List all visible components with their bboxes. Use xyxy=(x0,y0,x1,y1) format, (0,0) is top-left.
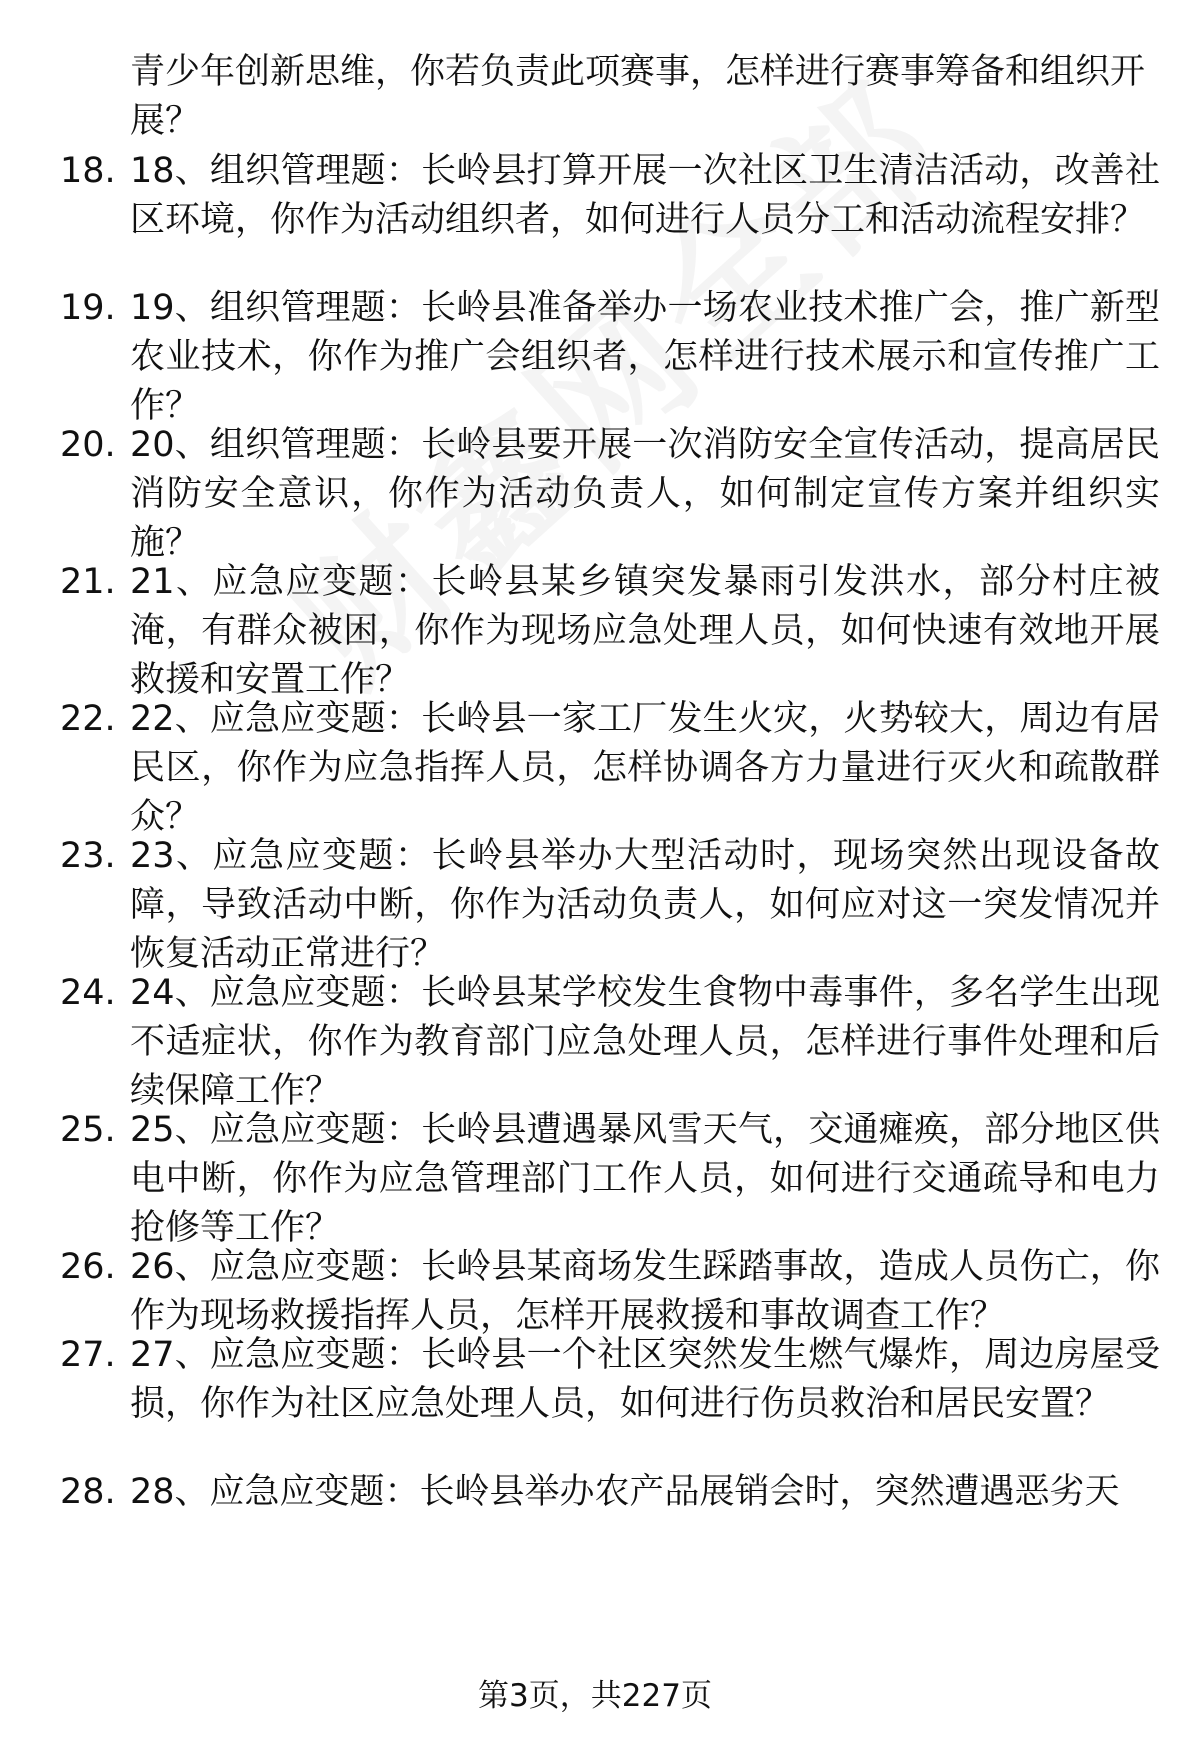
list-item-number: 26. xyxy=(60,1247,116,1287)
list-item-number: 23. xyxy=(60,836,116,876)
list-item-text: 28、应急应变题：长岭县举办农产品展销会时，突然遭遇恶劣天 xyxy=(130,1472,1120,1512)
page-footer: 第3页，共227页 xyxy=(478,1678,712,1714)
list-item-text: 18、组织管理题：长岭县打算开展一次社区卫生清洁活动，改善社区环境，你作为活动组织者，如何进行人员分工和活动流程安排？ xyxy=(130,151,1160,240)
list-item-text: 22、应急应变题：长岭县一家工厂发生火灾，火势较大，周边有居民区，你作为应急指挥人员，怎样协调各方力量进行灭火和疏散群众？ xyxy=(130,699,1160,837)
list-item-text: 20、组织管理题：长岭县要开展一次消防安全宣传活动，提高居民消防安全意识，你作为活动负责人，如何制定宣传方案并组织实施？ xyxy=(130,425,1160,563)
list-item-number: 28. xyxy=(60,1472,116,1512)
list-item-number: 19. xyxy=(60,288,116,328)
list-item-text: 21、应急应变题：长岭县某乡镇突发暴雨引发洪水，部分村庄被淹，有群众被困，你作为现场应急处理人员，如何快速有效地开展救援和安置工作？ xyxy=(130,562,1160,700)
list-item-number: 18. xyxy=(60,151,116,191)
list-item-text: 25、应急应变题：长岭县遭遇暴风雪天气，交通瘫痪，部分地区供电中断，你作为应急管理部门工作人员，如何进行交通疏导和电力抢修等工作？ xyxy=(130,1110,1160,1248)
list-item-number: 20. xyxy=(60,425,116,465)
list-item-number: 21. xyxy=(60,562,116,602)
list-item-text: 19、组织管理题：长岭县准备举办一场农业技术推广会，推广新型农业技术，你作为推广会组织者，怎样进行技术展示和宣传推广工作？ xyxy=(130,288,1160,426)
list-item-number: 27. xyxy=(60,1335,116,1375)
list-item-text: 24、应急应变题：长岭县某学校发生食物中毒事件，多名学生出现不适症状，你作为教育部门应急处理人员，怎样进行事件处理和后续保障工作？ xyxy=(130,973,1160,1111)
list-item-number: 25. xyxy=(60,1110,116,1150)
list-item-text: 23、应急应变题：长岭县举办大型活动时，现场突然出现设备故障，导致活动中断，你作为活动负责人，如何应对这一突发情况并恢复活动正常进行？ xyxy=(130,836,1160,974)
list-item-text: 26、应急应变题：长岭县某商场发生踩踏事故，造成人员伤亡，你作为现场救援指挥人员，怎样开展救援和事故调查工作？ xyxy=(130,1247,1160,1336)
list-item-number: 22. xyxy=(60,699,116,739)
list-item-number: 24. xyxy=(60,973,116,1013)
continued-paragraph: 青少年创新思维，你若负责此项赛事，怎样进行赛事筹备和组织开展？ xyxy=(130,52,1146,141)
list-item-text: 27、应急应变题：长岭县一个社区突然发生燃气爆炸，周边房屋受损，你作为社区应急处理人员，如何进行伤员救治和居民安置？ xyxy=(130,1335,1160,1424)
